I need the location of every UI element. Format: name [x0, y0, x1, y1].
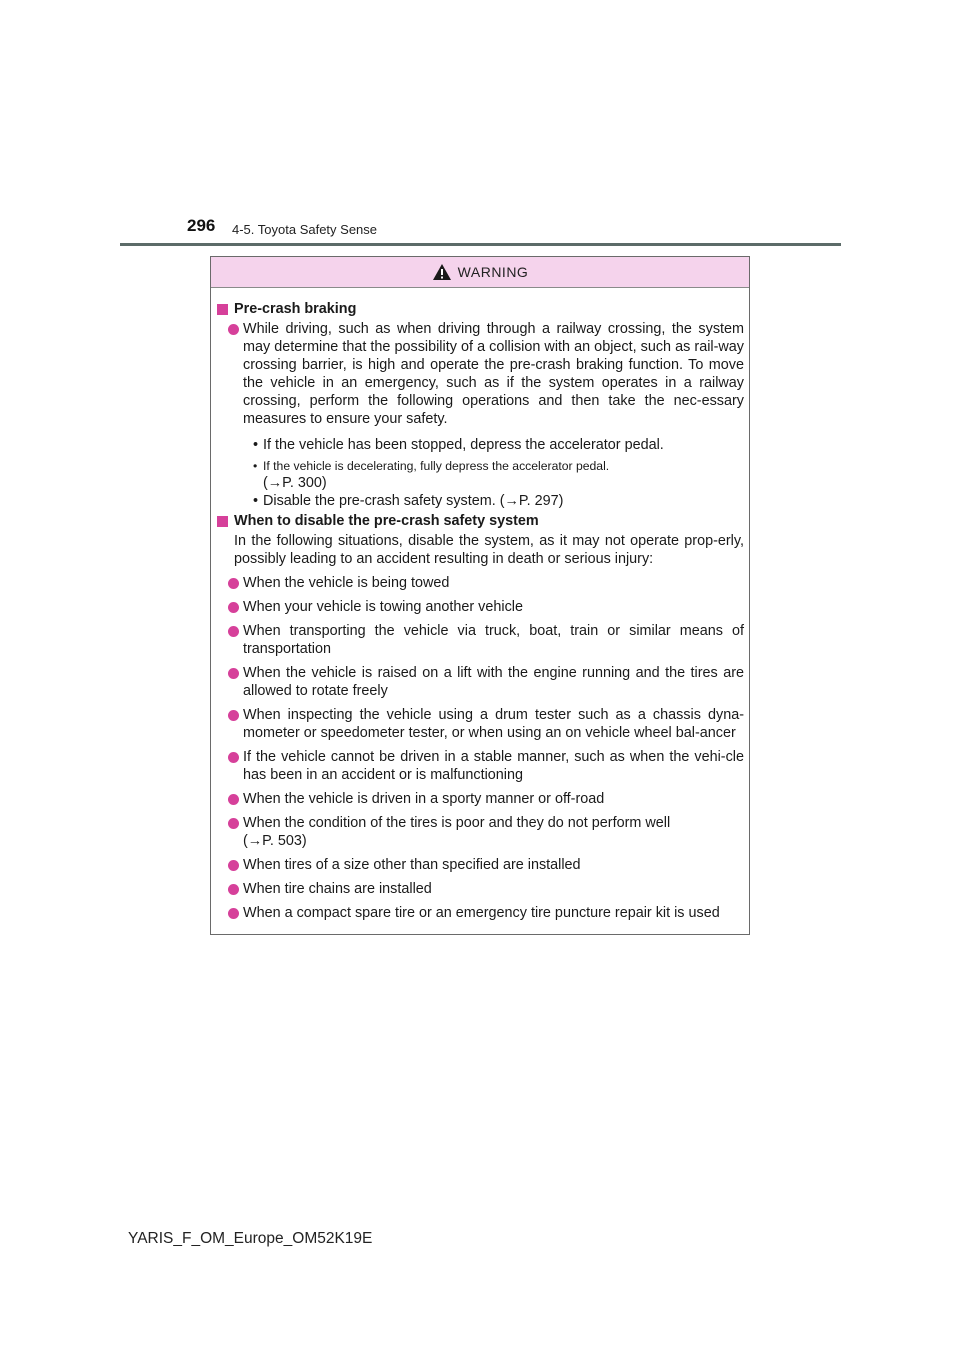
- list-item: [217, 748, 744, 784]
- item-text: When the vehicle is being towed: [243, 575, 450, 591]
- sub-item: • Disable the pre-crash safety system. (→P. 297): [253, 493, 564, 509]
- list-item: [217, 790, 744, 808]
- warning-body: [211, 288, 749, 922]
- page-number: 296: [187, 216, 216, 235]
- square-bullet-icon: [217, 304, 228, 315]
- list-item: [217, 880, 744, 898]
- section-heading: [217, 300, 744, 318]
- heading-text: When to disable the pre-crash safety system: [234, 513, 539, 529]
- item-text: When the condition of the tires is poor and they do not perform well: [243, 815, 671, 831]
- warning-header: [211, 257, 749, 288]
- section-intro: In the following situations, disable the system, as it may not operate prop-erly, possibly leading to an accident resulting in death or serious injury:: [234, 533, 744, 567]
- list-item: [217, 814, 744, 850]
- item-text: When the vehicle is raised on a lift with the engine running and the tires are allowed to rotate freely: [243, 665, 744, 699]
- item-text: When a compact spare tire or an emergency tire puncture repair kit is used: [243, 905, 720, 921]
- warning-title: WARNING: [457, 264, 529, 280]
- list-item: [217, 904, 744, 922]
- circle-bullet-icon: [228, 818, 239, 829]
- sub-item: • If the vehicle is decelerating, fully depress the accelerator pedal.: [253, 459, 610, 473]
- sub-item-text: If the vehicle is decelerating, fully depress the accelerator pedal.: [263, 459, 610, 473]
- item-text: While driving, such as when driving through a railway crossing, the system may determine that the possibility of a collision with an object, such as rail-way crossing barrier, is high and operate the pre-crash braking function. To move the vehicle in an emergency, such as if the system operates in a railway crossing, perform the following operations and then take the nec-essary measures to ensure your safety.: [243, 321, 744, 427]
- circle-bullet-icon: [228, 860, 239, 871]
- document-code: YARIS_F_OM_Europe_OM52K19E: [128, 1230, 373, 1247]
- item-text: When transporting the vehicle via truck, boat, train or similar means of transportation: [243, 623, 744, 657]
- list-item: [217, 706, 744, 742]
- item-text: When tires of a size other than specified are installed: [243, 857, 581, 873]
- sub-item-text: If the vehicle has been stopped, depress the accelerator pedal.: [263, 437, 664, 453]
- circle-bullet-icon: [228, 794, 239, 805]
- list-item: [217, 320, 744, 428]
- warning-triangle-icon: [432, 263, 452, 281]
- circle-bullet-icon: [228, 324, 239, 335]
- sub-item-continuation: (→P. 300): [263, 475, 327, 491]
- page-reference: (→P. 503): [243, 833, 307, 849]
- list-item: [217, 598, 744, 616]
- sub-list: [217, 436, 744, 510]
- list-item: [217, 856, 744, 874]
- item-text: When the vehicle is driven in a sporty manner or off-road: [243, 791, 605, 807]
- list-item: [217, 574, 744, 592]
- header-divider: [120, 243, 841, 246]
- circle-bullet-icon: [228, 668, 239, 679]
- item-text: When tire chains are installed: [243, 881, 432, 897]
- heading-text: Pre-crash braking: [234, 301, 357, 317]
- item-text: When inspecting the vehicle using a drum tester such as a chassis dyna-mometer or speedometer tester, or when using an on vehicle wheel bal-ancer: [243, 707, 744, 741]
- item-text: When your vehicle is towing another vehicle: [243, 599, 523, 615]
- circle-bullet-icon: [228, 710, 239, 721]
- item-text: If the vehicle cannot be driven in a stable manner, such as when the vehi-cle has been in an accident or is malfunctioning: [243, 749, 744, 783]
- list-item: [217, 622, 744, 658]
- section-heading: [217, 512, 744, 530]
- circle-bullet-icon: [228, 626, 239, 637]
- warning-box: [210, 256, 750, 935]
- circle-bullet-icon: [228, 578, 239, 589]
- section-title: 4-5. Toyota Safety Sense: [232, 222, 378, 237]
- list-item: [217, 664, 744, 700]
- circle-bullet-icon: [228, 752, 239, 763]
- sub-item-text: Disable the pre-crash safety system. (→P. 297): [263, 493, 564, 509]
- circle-bullet-icon: [228, 908, 239, 919]
- sub-item: • If the vehicle has been stopped, depress the accelerator pedal.: [253, 437, 664, 453]
- circle-bullet-icon: [228, 884, 239, 895]
- square-bullet-icon: [217, 516, 228, 527]
- circle-bullet-icon: [228, 602, 239, 613]
